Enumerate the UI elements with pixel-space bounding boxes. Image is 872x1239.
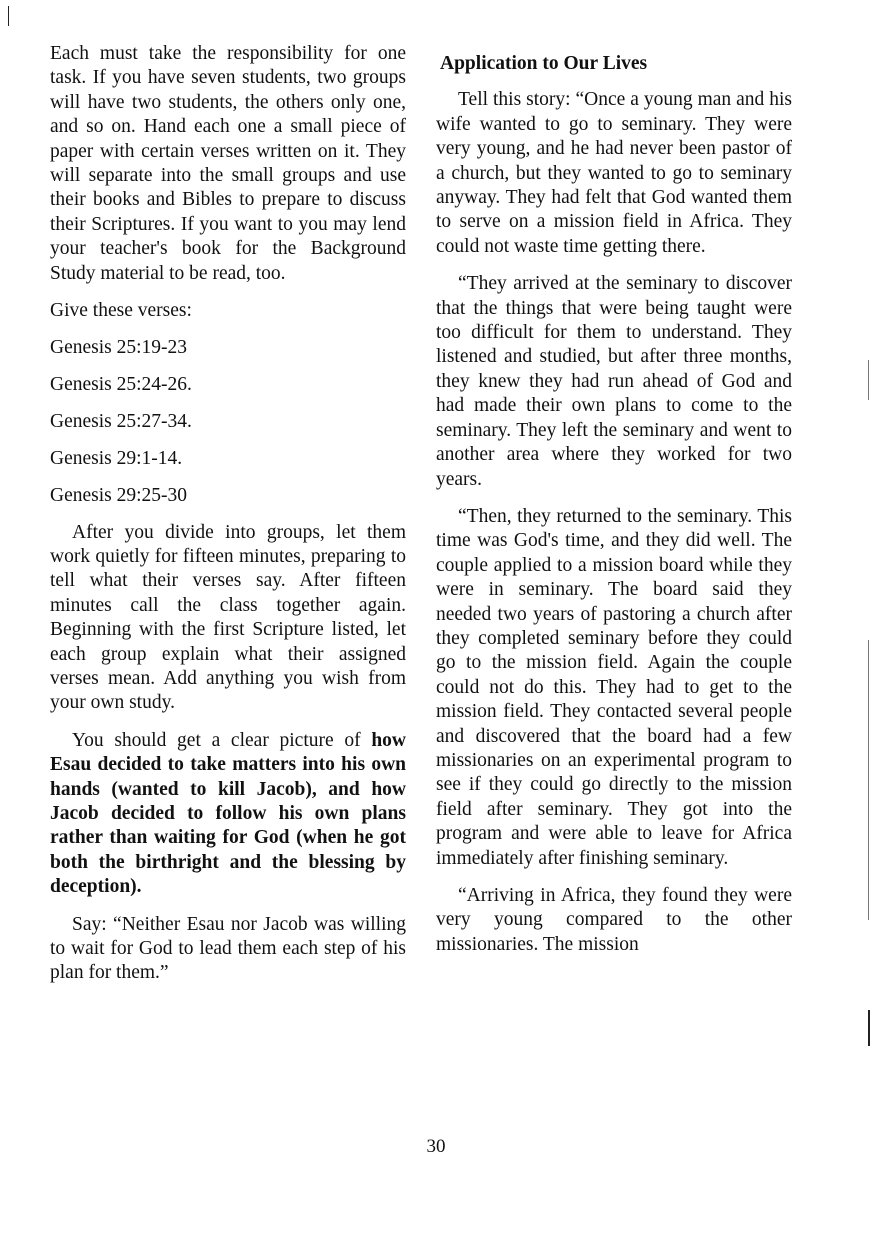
say-paragraph: Say: “Neither Esau nor Jacob was willing to wait for God to lead them each step of his plan for them.”: [50, 913, 406, 984]
verses-intro: Give these verses:: [50, 300, 192, 322]
scan-mark: [868, 1010, 870, 1046]
verse-reference: Genesis 25:24-26.: [50, 373, 192, 395]
verse-reference: Genesis 29:25-30: [50, 484, 188, 506]
left-column: [50, 42, 406, 999]
verse-reference: Genesis 29:1-14.: [50, 447, 183, 469]
scan-mark: [8, 6, 9, 26]
story-paragraph: Tell this story: “Once a young man and his wife wanted to go to seminary. They were very young, and he had never been pastor of a church, but they wanted to go to seminary anyway. They had felt that God wanted them to serve on a mission field in Africa. They could not waste time getting there.: [436, 89, 792, 257]
intro-paragraph: Each must take the responsibility for one task. If you have seven students, two groups will have two students, the others only one, and so on. Hand each one a small piece of paper with certain verses written on it. They will separate into the small groups and use their books and Bibles to prepare to discuss their Scriptures. If you want to you may lend your teacher's book for the Background Study material to be read, too.: [50, 43, 406, 284]
scan-mark: [868, 360, 869, 400]
picture-paragraph: [50, 729, 406, 900]
divide-paragraph: After you divide into groups, let them work quietly for fifteen minutes, preparing to tell what their verses say. After fifteen minutes call the class together again. Beginning with the first Scripture listed, let each group explain what their assigned verses mean. Add anything you wish from your own study.: [50, 521, 406, 714]
picture-paragraph-bold: how Esau decided to take matters into his own hands (wanted to kill Jacob), and how Jacob decided to follow his own plans rather than waiting for God (when he got both the birthright and the blessing by deception).: [50, 729, 406, 898]
page-number: 30: [426, 1136, 446, 1157]
verse-reference: Genesis 25:19-23: [50, 336, 188, 358]
story-paragraph: “Arriving in Africa, they found they were very young compared to the other missionaries. The mission: [436, 885, 792, 955]
section-heading: Application to Our Lives: [440, 53, 648, 74]
scan-mark: [868, 640, 869, 920]
story-paragraph: “They arrived at the seminary to discover that the things that were being taught were too difficult for them to understand. They listened and studied, but after three months, they knew they had run ahead of God and had made their own plans to come to the seminary. They left the seminary and went to another area where they worked for two years.: [436, 273, 792, 490]
picture-paragraph-start: You should get a clear picture of: [72, 729, 372, 751]
story-paragraph: “Then, they returned to the seminary. This time was God's time, and they did well. The couple applied to a mission board while they were in seminary. The board said they needed two years of pastoring a church after they completed seminary before they could go to the mission field. Again the couple could not do this. They had to get to the mission field. They contacted several people and discovered that the board had a few missionaries on an experimental program to see if they could go directly to the mission field after seminary. They got into the program and were able to leave for Africa immediately after finishing seminary.: [436, 505, 792, 869]
verse-reference: Genesis 25:27-34.: [50, 410, 192, 432]
right-column: [436, 42, 792, 970]
